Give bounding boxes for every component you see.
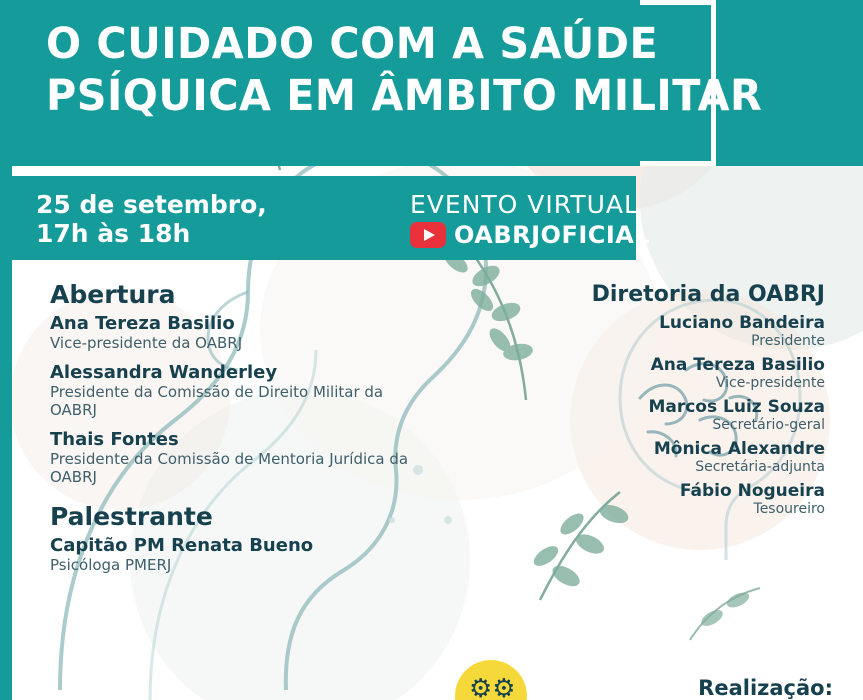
- person-name: Ana Tereza Basilio: [650, 355, 825, 375]
- person-role: Presidente: [751, 333, 825, 349]
- section-heading-diretoria: Diretoria da OABRJ: [591, 282, 825, 307]
- person-name: Thais Fontes: [50, 429, 179, 450]
- youtube-icon: [410, 222, 446, 248]
- list-item: [505, 397, 825, 434]
- person-role: Secretário-geral: [712, 417, 825, 433]
- person-name: Ana Tereza Basilio: [50, 313, 235, 334]
- person-role: Presidente da Comissão de Mentoria Jurídica da OABRJ: [50, 450, 409, 486]
- person-role: Vice-presidente: [715, 375, 825, 391]
- person-role: Psicóloga PMERJ: [50, 556, 172, 574]
- person-name: Alessandra Wanderley: [50, 362, 278, 383]
- list-item: [505, 439, 825, 476]
- youtube-channel-row[interactable]: [410, 221, 650, 249]
- event-date-line-1: 25 de setembro,: [36, 190, 267, 219]
- list-item: [505, 481, 825, 518]
- virtual-event-block: [410, 190, 650, 249]
- gear-head-glyph: ⚙⚙: [469, 674, 516, 700]
- board-column: [505, 282, 825, 523]
- list-item: [50, 535, 430, 574]
- virtual-event-label: EVENTO VIRTUAL: [410, 190, 639, 219]
- person-name: Mônica Alexandre: [653, 439, 825, 459]
- program-column: [50, 280, 430, 584]
- event-date: [36, 190, 267, 248]
- person-role: Tesoureiro: [753, 501, 825, 517]
- person-role: Vice-presidente da OABRJ: [50, 334, 243, 352]
- list-item: [50, 362, 430, 419]
- section-heading-palestrante: Palestrante: [50, 502, 213, 531]
- realizacao-label: Realização:: [698, 676, 833, 700]
- section-heading-abertura: Abertura: [50, 280, 176, 309]
- person-role: Presidente da Comissão de Direito Militar da OABRJ: [50, 383, 384, 419]
- title-line-1: O CUIDADO COM A SAÚDE: [46, 19, 659, 69]
- page-title: [46, 18, 763, 122]
- list-item: [50, 429, 430, 486]
- person-role: Secretária-adjunta: [695, 459, 825, 475]
- person-name: Fábio Nogueira: [679, 481, 825, 501]
- person-name: Marcos Luiz Souza: [648, 397, 825, 417]
- event-date-line-2: 17h às 18h: [36, 219, 191, 248]
- list-item: [505, 313, 825, 350]
- person-name: Luciano Bandeira: [659, 313, 825, 333]
- title-line-2: PSÍQUICA EM ÂMBITO MILITAR: [46, 71, 763, 121]
- list-item: [50, 313, 430, 352]
- list-item: [505, 355, 825, 392]
- youtube-channel-handle: OABRJOFICIAL: [454, 221, 651, 249]
- person-name: Capitão PM Renata Bueno: [50, 535, 314, 556]
